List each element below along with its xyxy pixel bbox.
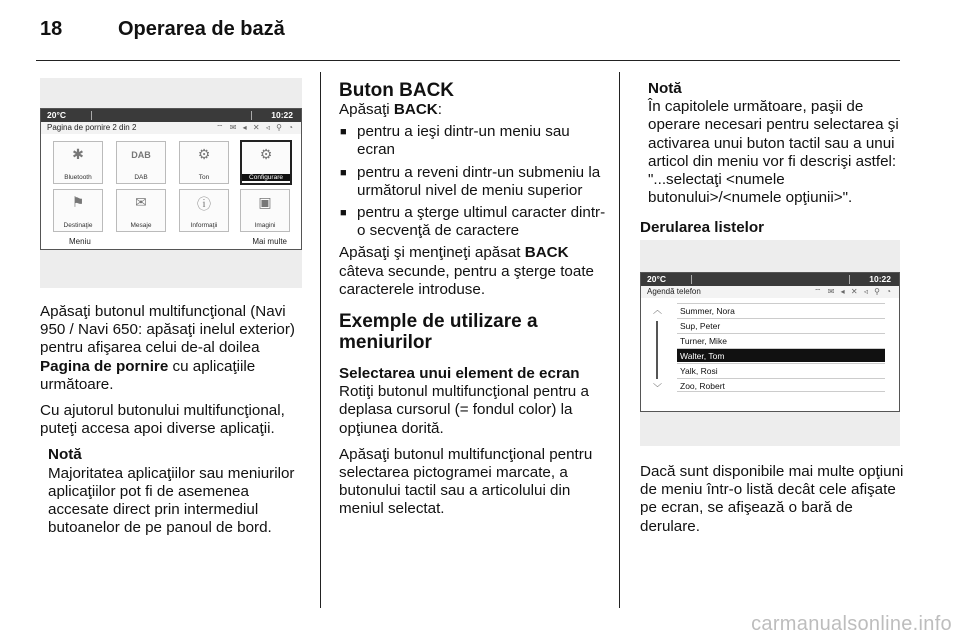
pictures-icon: ▣ [258,194,272,210]
list-item[interactable]: Summer, Nora [677,303,885,317]
list-item[interactable]: Zoo, Robert [677,378,885,392]
column-2-text [339,80,607,519]
watermark: carmanualsonline.info [751,613,952,635]
clock-readout: 10:22 [271,110,293,120]
status-separator [251,111,252,120]
tile-mesaje[interactable]: ✉ Mesaje [116,189,166,232]
dab-icon: DAB [131,150,151,160]
scrollbar-track[interactable] [656,321,658,379]
tile-destinatie[interactable]: ⚑ Destinaţie [53,189,103,232]
rotate-paragraph: Rotiţi butonul multifuncţional pentru a deplasa cursorul (= fondul color) la opţiunea dorită. [339,383,589,437]
page-number: 18 [40,18,63,40]
temperature-readout: 20°C [647,274,666,284]
multifunction-paragraph: Cu ajutorul butonului multifuncţional, puteţi accesa apoi diverse aplicaţii. [40,402,285,438]
status-separator [691,275,692,284]
list-item[interactable]: Sup, Peter [677,318,885,332]
bullet-item: ■ pentru a şterge ultimul caracter dintr-o secvenţă de caractere [339,204,607,240]
status-separator [91,111,92,120]
list-item[interactable]: Yalk, Rosi [677,363,885,377]
settings-gear-icon: ⚙ [259,146,273,162]
heading-scroll-lists: Derularea listelor [640,219,765,237]
messages-icon: ✉ [135,194,147,210]
phonebook-screen [640,272,900,412]
note-title: Notă [648,80,682,97]
tile-informatii[interactable]: ⓘ Informaţii [179,189,229,232]
heading-select-element: Selectarea unui element de ecran [339,365,580,383]
tile-dab[interactable]: DAB DAB [116,141,166,184]
tile-imagini[interactable]: ▣ Imagini [240,189,290,232]
status-bar [41,109,301,122]
note-block [40,446,308,537]
screen-subtitle-bar [641,286,899,298]
note-title: Notă [48,446,82,464]
column-divider-1 [320,72,321,608]
status-bar [641,273,899,286]
scroll-down-icon[interactable]: ﹀ [653,383,663,393]
clock-readout: 10:22 [869,274,891,284]
sound-settings-icon: ⚙ [197,146,211,162]
tile-configurare[interactable]: ⚙ Configurare [240,140,292,185]
home-page-illustration [40,78,302,288]
note-block [640,80,902,207]
back-intro: Apăsaţi BACK: [339,101,442,118]
column-3-text-bottom [640,463,908,536]
status-icons: ⌔ ✉ ◂ ✕ ◃ ⚲ ◔ [814,287,893,296]
scrollbar-paragraph: Dacă sunt disponibile mai multe opţiuni de meniu într-o listă decât cele afişate pe ecran, se afişează o bară de derulare. [640,463,904,535]
status-separator [849,275,850,284]
note-text: Majoritatea aplicaţiilor sau meniurilor aplicaţiilor pot fi de asemenea accesate direct prin intermediul butoanelor de pe panoul de bord. [48,464,295,537]
header-divider [36,60,900,61]
screen-subtitle: Pagina de pornire 2 din 2 [47,123,137,132]
menu-button[interactable]: Meniu [69,237,91,246]
bullet-item: ■ pentru a ieşi dintr-un meniu sau ecran [339,123,607,159]
heading-back-button: Buton BACK [339,80,455,101]
tile-bluetooth[interactable]: ✱ Bluetooth [53,141,103,184]
list-item[interactable]: Turner, Mike [677,333,885,347]
navigation-flag-icon: ⚑ [71,194,85,210]
column-divider-2 [619,72,620,608]
home-page-paragraph: Apăsaţi butonul multifuncţional (Navi 950 / Navi 650: apăsaţi inelul exterior) pentru afişarea celui de-al doilea Pagina de pornire cu aplicaţiile următoare. [40,303,295,393]
column-1-text [40,303,308,537]
hold-back-paragraph: Apăsaţi şi menţineţi apăsat BACK câteva secunde, pentru a şterge toate caracterele introduse. [339,244,594,298]
more-button[interactable]: Mai multe [252,237,287,246]
list-item-selected[interactable]: Walter, Tom [677,348,885,362]
info-icon: ⓘ [197,196,211,212]
heading-menu-examples: Exemple de utilizare a meniurilor [339,311,538,354]
home-screen [40,108,302,250]
status-icons: ⌔ ✉ ◂ ✕ ◃ ⚲ ◔ [216,123,295,132]
scroll-up-icon[interactable]: ︿ [653,305,663,315]
press-paragraph: Apăsaţi butonul multifuncţional pentru selectarea pictogramei marcate, a butonului tactil sau a articolului din meniul selectat. [339,445,593,518]
temperature-readout: 20°C [47,110,66,120]
column-3-text-top [640,80,902,238]
page-title: Operarea de bază [118,18,285,40]
screen-subtitle: Agendă telefon [647,287,701,296]
screen-subtitle-bar [41,122,301,134]
tile-ton[interactable]: ⚙ Ton [179,141,229,184]
phonebook-illustration [640,240,900,446]
note-text: În capitolele următoare, paşii de operare necesari pentru selectarea şi activarea unui buton tactil sau a unui articol din meniu vor fi descrişi astfel: "...selectaţi <numele butonului>/<numele opţiunii>". [648,98,899,207]
bullet-item: ■ pentru a reveni dintr-un submeniu la următorul nivel de meniu superior [339,164,607,200]
bluetooth-icon: ✱ [72,146,84,162]
